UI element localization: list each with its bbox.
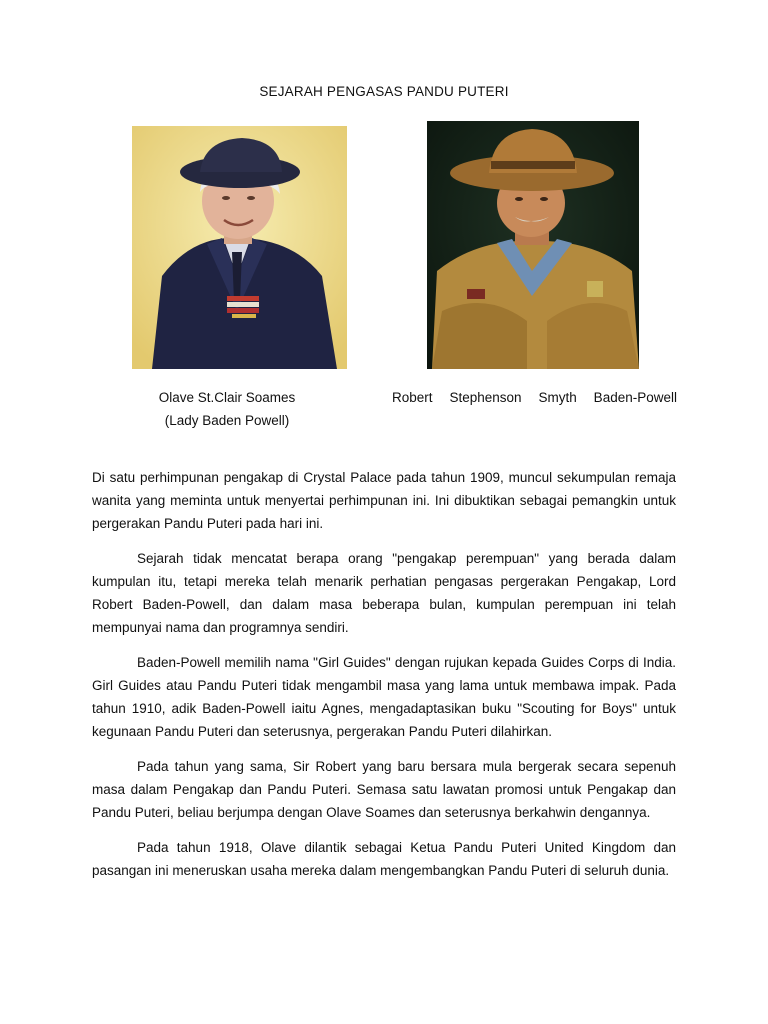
olave-caption-name: Olave St.Clair Soames bbox=[158, 390, 296, 405]
baden-powell-caption bbox=[392, 386, 677, 409]
paragraph-4: Pada tahun yang sama, Sir Robert yang baru bersara mula bergerak secara sepenuh masa dalam Pengakap dan Pandu Puteri. Semasa satu lawatan promosi untuk Pengakap dan Pandu Puteri, beliau berjumpa dengan Olave Soames dan seterusnya berkahwin dengannya. bbox=[92, 758, 676, 821]
paragraph-2: Sejarah tidak mencatat berapa orang "pengakap perempuan" yang berada dalam kumpulan itu, tetapi mereka telah menarik perhatian pengasas pergerakan Pengakap, Lord Robert Baden-Powell, dan dalam masa beberapa bulan, kumpulan perempuan ini telah mempunyai nama dan programnya sendiri. bbox=[92, 550, 676, 636]
olave-portrait-image bbox=[132, 126, 347, 369]
baden-powell-portrait-image bbox=[427, 121, 639, 369]
paragraph-5: Pada tahun 1918, Olave dilantik sebagai Ketua Pandu Puteri United Kingdom dan pasangan ini meneruskan usaha mereka dalam mengembangkan Pandu Puteri di seluruh dunia. bbox=[92, 839, 676, 878]
olave-caption-title: (Lady Baden Powell) bbox=[164, 413, 290, 428]
document-title: SEJARAH PENGASAS PANDU PUTERI bbox=[259, 84, 509, 99]
olave-caption bbox=[132, 386, 322, 432]
paragraph-1: Di satu perhimpunan pengakap di Crystal Palace pada tahun 1909, muncul sekumpulan remaja wanita yang meminta untuk menyertai perhimpunan ini. Ini dibuktikan sebagai pemangkin untuk pergerakan Pandu Puteri pada hari ini. bbox=[92, 470, 676, 532]
baden-powell-caption-name: Robert Stephenson Smyth Baden-Powell bbox=[392, 390, 677, 405]
article-body bbox=[92, 466, 676, 893]
paragraph-3: Baden-Powell memilih nama "Girl Guides" dengan rujukan kepada Guides Corps di India. Girl Guides atau Pandu Puteri tidak mengambil masa yang lama untuk membawa impak. Pada tahun 1910, adik Baden-Powell iaitu Agnes, mengadaptasikan buku "Scouting for Boys" untuk kegunaan Pandu Puteri dan seterusnya, pergerakan Pandu Puteri dilahirkan. bbox=[92, 654, 676, 740]
